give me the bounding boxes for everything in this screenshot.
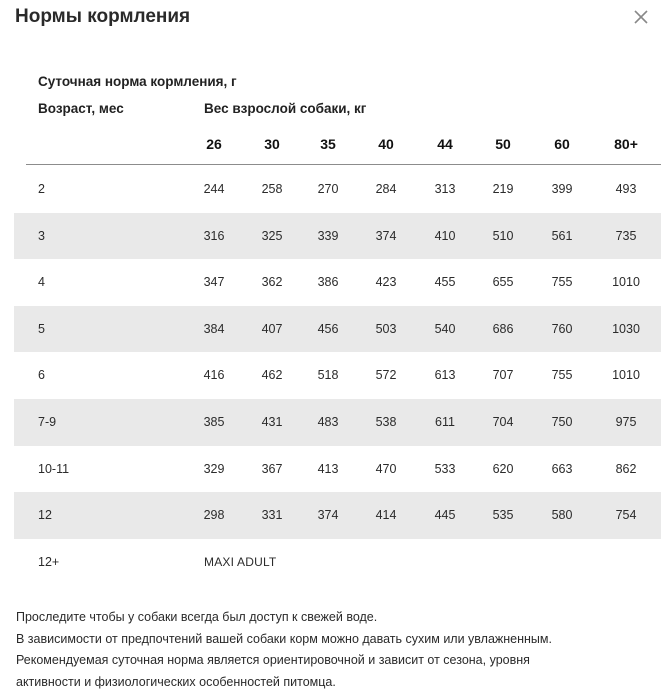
- weight-header-cell: 35: [320, 136, 336, 152]
- value-cell: 410: [434, 228, 456, 243]
- value-cell: 374: [375, 228, 397, 243]
- value-cell: 1010: [612, 368, 640, 383]
- weight-header-cell: 50: [495, 136, 511, 152]
- table-row: [14, 539, 661, 586]
- value-cell: 686: [492, 321, 514, 336]
- value-cell: 416: [203, 368, 225, 383]
- age-cell: 7-9: [38, 414, 57, 429]
- note-line: активности и физиологических особенностей питомца.: [16, 674, 336, 689]
- weight-header-cell: 30: [264, 136, 280, 152]
- value-cell: 385: [203, 414, 225, 429]
- value-cell: 384: [203, 321, 225, 336]
- table-row: [14, 399, 661, 446]
- note-line: В зависимости от предпочтений вашей собаки корм можно давать сухим или увлажненным.: [16, 631, 552, 646]
- table-row: [14, 166, 661, 213]
- value-cell: 298: [203, 508, 225, 523]
- value-cell: 331: [261, 508, 283, 523]
- value-cell: 707: [492, 368, 514, 383]
- value-cell: 423: [375, 275, 397, 290]
- value-cell: 755: [551, 368, 573, 383]
- age-cell: 5: [38, 321, 45, 336]
- table-row: [14, 213, 661, 260]
- close-button[interactable]: [630, 6, 652, 28]
- value-cell: 316: [203, 228, 225, 243]
- value-cell: 655: [492, 275, 514, 290]
- value-cell: 483: [317, 414, 339, 429]
- value-cell: 462: [261, 368, 283, 383]
- value-cell: 735: [615, 228, 637, 243]
- age-cell: 2: [38, 182, 45, 196]
- value-cell: 620: [492, 461, 514, 476]
- value-cell: 572: [375, 368, 397, 383]
- value-cell: 518: [317, 368, 339, 383]
- value-cell: 975: [615, 414, 637, 429]
- value-cell: 258: [261, 182, 283, 196]
- value-cell: 862: [615, 461, 637, 476]
- notes-block: [16, 607, 656, 693]
- value-cell: 613: [434, 368, 456, 383]
- value-cell: 535: [492, 508, 514, 523]
- value-cell: 414: [375, 508, 397, 523]
- value-cell: 493: [615, 182, 637, 196]
- age-cell: 12: [38, 508, 52, 523]
- value-cell: 561: [551, 228, 573, 243]
- value-cell: 760: [551, 321, 573, 336]
- table-row: [14, 352, 661, 399]
- value-cell: 533: [434, 461, 456, 476]
- value-cell: 431: [261, 414, 283, 429]
- value-cell: 510: [492, 228, 514, 243]
- value-cell: 538: [375, 414, 397, 429]
- value-cell: 367: [261, 461, 283, 476]
- note-line: Рекомендуемая суточная норма является ориентировочной и зависит от сезона, уровня: [16, 653, 530, 667]
- value-cell: 329: [203, 461, 225, 476]
- table-row: [14, 306, 661, 353]
- value-cell: 219: [492, 182, 514, 196]
- value-cell: 611: [435, 414, 455, 429]
- value-cell: 325: [261, 228, 283, 243]
- value-cell: 244: [203, 182, 225, 196]
- value-cell: 413: [317, 461, 339, 476]
- age-cell: 6: [38, 368, 45, 383]
- value-cell: 704: [492, 414, 514, 429]
- product-name-cell: MAXI ADULT: [204, 554, 277, 569]
- age-caption: Возраст, мес: [38, 101, 124, 116]
- value-cell: 754: [615, 508, 637, 523]
- weight-caption: Вес взрослой собаки, кг: [204, 101, 367, 116]
- page-title: Нормы кормления: [15, 6, 191, 27]
- value-cell: 399: [551, 182, 573, 196]
- table-row: [14, 446, 661, 493]
- weight-header-cell: 40: [378, 136, 394, 152]
- value-cell: 284: [375, 182, 397, 196]
- weight-header-cell: 80+: [614, 136, 638, 152]
- value-cell: 663: [551, 461, 573, 476]
- value-cell: 339: [317, 228, 339, 243]
- value-cell: 1030: [612, 321, 640, 336]
- value-cell: 456: [317, 321, 339, 336]
- age-cell: 4: [38, 275, 45, 290]
- table-row: [14, 492, 661, 539]
- value-cell: 445: [434, 508, 456, 523]
- table-row: [14, 259, 661, 306]
- age-cell: 10-11: [38, 461, 70, 476]
- weight-header-row: [26, 128, 661, 165]
- value-cell: 580: [551, 508, 573, 523]
- value-cell: 270: [317, 182, 339, 196]
- value-cell: 407: [261, 321, 283, 336]
- note-line: Проследите чтобы у собаки всегда был доступ к свежей воде.: [16, 610, 378, 624]
- value-cell: 750: [551, 414, 573, 429]
- value-cell: 1010: [612, 275, 640, 290]
- feeding-table: [14, 166, 661, 585]
- weight-header-cell: 26: [206, 136, 222, 152]
- value-cell: 540: [434, 321, 456, 336]
- daily-norm-caption: Суточная норма кормления, г: [38, 74, 237, 89]
- value-cell: 313: [434, 182, 456, 196]
- value-cell: 470: [375, 461, 397, 476]
- age-cell: 12+: [38, 554, 60, 569]
- value-cell: 374: [317, 508, 339, 523]
- value-cell: 755: [551, 275, 573, 290]
- value-cell: 455: [434, 275, 456, 290]
- weight-header-cell: 44: [437, 136, 453, 152]
- value-cell: 362: [261, 275, 283, 290]
- value-cell: 386: [317, 275, 339, 290]
- close-icon: [630, 6, 652, 28]
- weight-header-cell: 60: [554, 136, 570, 152]
- value-cell: 503: [375, 321, 397, 336]
- value-cell: 347: [203, 275, 225, 290]
- age-cell: 3: [38, 228, 45, 243]
